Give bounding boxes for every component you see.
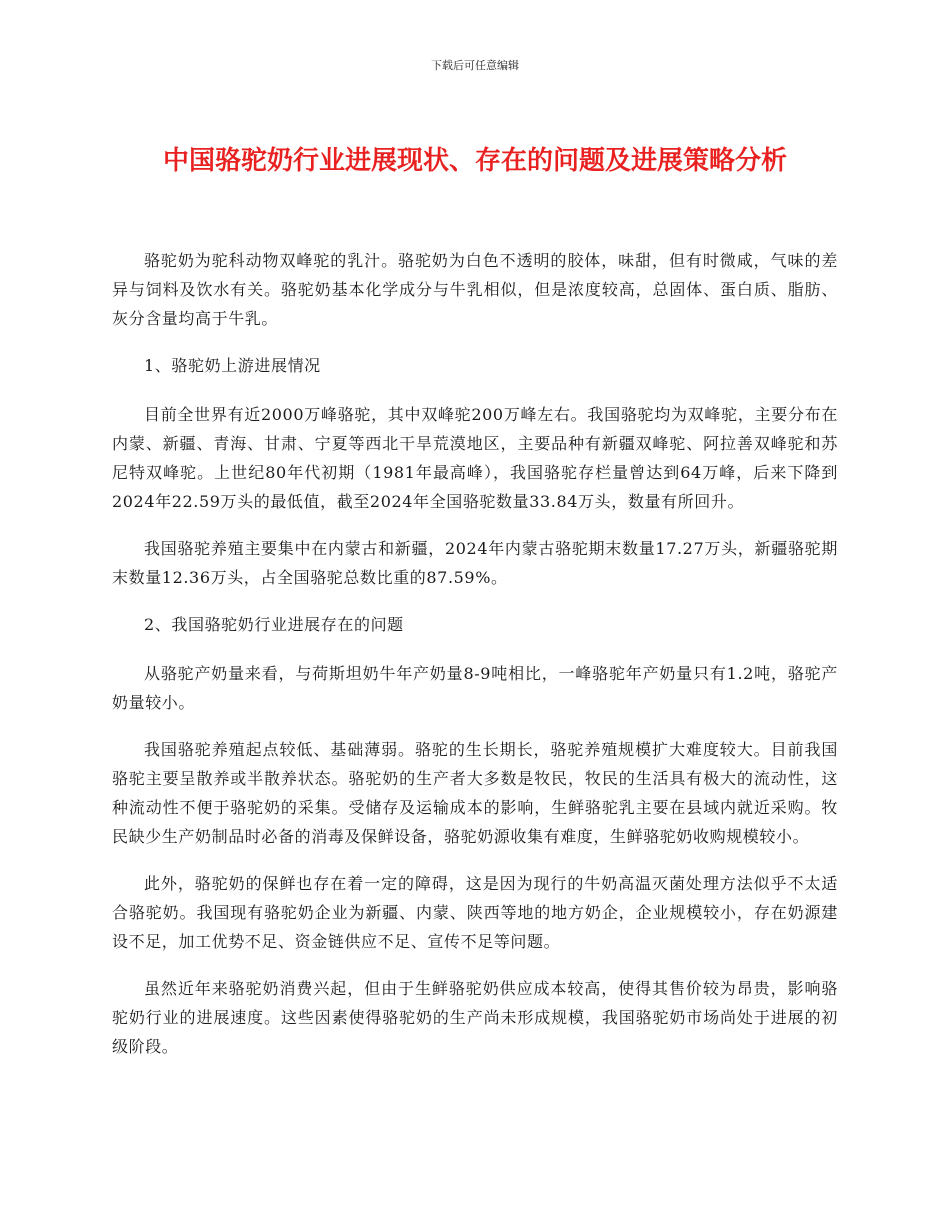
paragraph-regional-distribution: 我国骆驼养殖主要集中在内蒙古和新疆，2024年内蒙古骆驼期末数量17.27万头，新疆骆驼期末数量12.36万头，占全国骆驼总数比重的87.59%。 bbox=[112, 539, 838, 587]
document-title: 中国骆驼奶行业进展现状、存在的问题及进展策略分析 bbox=[162, 146, 787, 176]
section-heading-problems: 2、我国骆驼奶行业进展存在的问题 bbox=[144, 615, 404, 634]
section-heading-upstream: 1、骆驼奶上游进展情况 bbox=[144, 356, 321, 375]
paragraph-preservation: 此外，骆驼奶的保鲜也存在着一定的障碍，这是因为现行的牛奶高温灭菌处理方法似乎不太适合骆驼奶。我国现有骆驼奶企业为新疆、内蒙、陕西等地的地方奶企，企业规模较小，存在奶源建设不足，加工优势不足、资金链供应不足、宣传不足等问题。 bbox=[112, 874, 838, 951]
page-header: 下载后可任意编辑 bbox=[431, 59, 519, 72]
paragraph-intro: 骆驼奶为驼科动物双峰驼的乳汁。骆驼奶为白色不透明的胶体，味甜，但有时微咸，气味的差异与饲料及饮水有关。骆驼奶基本化学成分与牛乳相似，但是浓度较高，总固体、蛋白质、脂肪、灰分含量均高于牛乳。 bbox=[112, 251, 838, 328]
paragraph-milk-yield: 从骆驼产奶量来看，与荷斯坦奶牛年产奶量8-9吨相比，一峰骆驼年产奶量只有1.2吨，骆驼产奶量较小。 bbox=[112, 664, 838, 712]
paragraph-farming-base: 我国骆驼养殖起点较低、基础薄弱。骆驼的生长期长，骆驼养殖规模扩大难度较大。目前我国骆驼主要呈散养或半散养状态。骆驼奶的生产者大多数是牧民，牧民的生活具有极大的流动性，这种流动性不便于骆驼奶的采集。受储存及运输成本的影响，生鲜骆驼乳主要在县域内就近采购。牧民缺少生产奶制品时必备的消毒及保鲜设备，骆驼奶源收集有难度，生鲜骆驼奶收购规模较小。 bbox=[112, 740, 838, 846]
paragraph-camel-population: 目前全世界有近2000万峰骆驼，其中双峰驼200万峰左右。我国骆驼均为双峰驼，主要分布在内蒙、新疆、青海、甘肃、宁夏等西北干旱荒漠地区，主要品种有新疆双峰驼、阿拉善双峰驼和苏尼特双峰驼。上世纪80年代初期（1981年最高峰），我国骆驼存栏量曾达到64万峰，后来下降到2024年22.59万头的最低值，截至2024年全国骆驼数量33.84万头，数量有所回升。 bbox=[112, 405, 838, 511]
document-body bbox=[112, 246, 838, 1079]
paragraph-market-stage: 虽然近年来骆驼奶消费兴起，但由于生鲜骆驼奶供应成本较高，使得其售价较为昂贵，影响骆驼奶行业的进展速度。这些因素使得骆驼奶的生产尚未形成规模，我国骆驼奶市场尚处于进展的初级阶段。 bbox=[112, 979, 838, 1056]
